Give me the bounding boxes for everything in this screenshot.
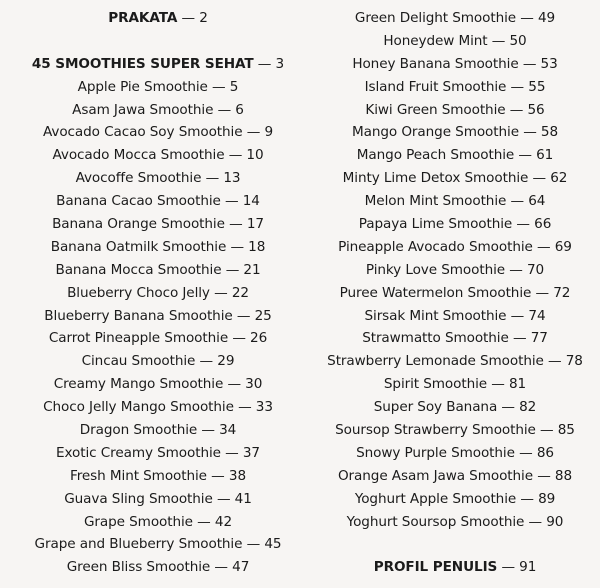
toc-entry xyxy=(12,144,304,167)
toc-entry-title: Soursop Strawberry Smoothie xyxy=(335,422,536,439)
toc-entry-page: 85 xyxy=(557,422,575,439)
toc-entry xyxy=(316,488,594,511)
toc-entry-separator: — xyxy=(518,55,541,72)
toc-entry-page: 25 xyxy=(254,307,272,324)
toc-entry-separator: — xyxy=(213,101,236,118)
toc-entry-page: 22 xyxy=(231,284,249,301)
toc-entry xyxy=(316,259,594,282)
toc-entry-page: 49 xyxy=(538,10,556,26)
toc-entry-separator: — xyxy=(195,353,218,370)
toc-entry-separator: — xyxy=(516,10,538,26)
toc-entry xyxy=(12,350,304,373)
toc-entry xyxy=(12,419,304,442)
toc-entry-page: 61 xyxy=(536,147,554,164)
toc-entry xyxy=(316,282,594,305)
toc-entry-page: 3 xyxy=(275,55,285,72)
toc-entry xyxy=(316,396,594,419)
toc-entry-page: 50 xyxy=(509,32,527,49)
toc-entry-title: Strawmatto Smoothie xyxy=(362,330,509,347)
toc-entry xyxy=(12,190,304,213)
toc-entry xyxy=(316,419,594,442)
toc-entry-prakata xyxy=(12,7,304,30)
toc-entry-title: Spirit Smoothie xyxy=(383,376,488,393)
toc-entry-page: 89 xyxy=(538,490,556,507)
toc-entry-title: Creamy Mango Smoothie xyxy=(53,376,224,393)
toc-entry-separator: — xyxy=(209,284,232,301)
toc-entry xyxy=(12,236,304,259)
toc-entry xyxy=(316,30,594,53)
toc-entry-page: 21 xyxy=(243,261,261,278)
toc-entry-separator: — xyxy=(497,559,520,576)
toc-entry xyxy=(316,213,594,236)
toc-entry-page: 81 xyxy=(508,376,527,393)
toc-entry-title: Avocoffe Smoothie xyxy=(75,170,202,187)
toc-entry-separator: — xyxy=(226,238,249,255)
toc-entry-page: 5 xyxy=(229,78,239,95)
toc-entry xyxy=(12,533,304,556)
toc-entry-page: 86 xyxy=(536,444,554,461)
toc-entry xyxy=(316,373,594,396)
toc-entry-separator: — xyxy=(228,330,251,347)
spacer xyxy=(316,533,594,556)
toc-entry-title: Puree Watermelon Smoothie xyxy=(339,284,532,301)
toc-entry xyxy=(316,190,594,213)
toc-entry-separator: — xyxy=(512,216,535,233)
toc-entry-title: Banana Orange Smoothie xyxy=(52,216,225,233)
toc-entry-title: Guava Sling Smoothie xyxy=(64,490,213,507)
toc-entry xyxy=(12,442,304,465)
toc-entry-separator: — xyxy=(220,193,243,210)
toc-entry-title: Minty Lime Detox Smoothie xyxy=(342,170,529,187)
toc-entry-separator: — xyxy=(197,422,220,439)
toc-entry-page: 77 xyxy=(530,330,548,347)
toc-right-column xyxy=(316,7,594,579)
toc-entry xyxy=(316,465,594,488)
toc-entry xyxy=(316,99,594,122)
toc-entry-title: Mango Peach Smoothie xyxy=(356,147,515,164)
toc-entry-title: Yoghurt Soursop Smoothie xyxy=(346,513,525,530)
toc-entry-separator: — xyxy=(505,101,528,118)
toc-entry xyxy=(12,373,304,396)
toc-entry-title: Blueberry Banana Smoothie xyxy=(44,307,233,324)
toc-entry-page: 74 xyxy=(528,307,546,324)
toc-entry-page: 41 xyxy=(234,490,252,507)
toc-left-column xyxy=(12,7,304,579)
toc-entry-separator: — xyxy=(508,330,531,347)
toc-entry-page: 47 xyxy=(232,559,250,576)
toc-entry-separator: — xyxy=(242,536,265,553)
toc-entry-title: Asam Jawa Smoothie xyxy=(72,101,214,118)
toc-entry-page: 45 xyxy=(264,536,282,553)
toc-entry-title: PRAKATA xyxy=(108,10,178,26)
toc-entry-title: Apple Pie Smoothie xyxy=(77,78,208,95)
toc-entry-title: Pinky Love Smoothie xyxy=(365,261,506,278)
toc-entry-title: Yoghurt Apple Smoothie xyxy=(354,490,517,507)
toc-entry-page: 29 xyxy=(217,353,235,370)
toc-entry-page: 72 xyxy=(553,284,571,301)
toc-entry-separator: — xyxy=(514,147,537,164)
toc-entry-separator: — xyxy=(207,78,230,95)
toc-entry xyxy=(12,76,304,99)
toc-entry-page: 13 xyxy=(223,170,241,187)
toc-entry-title: Fresh Mint Smoothie xyxy=(69,467,207,484)
toc-entry-page: 26 xyxy=(250,330,268,347)
toc-entry-title: Avocado Cacao Soy Smoothie xyxy=(42,124,243,141)
toc-entry-separator: — xyxy=(487,32,510,49)
toc-entry-separator: — xyxy=(531,284,554,301)
toc-entry-title: Pineapple Avocado Smoothie xyxy=(338,238,533,255)
toc-entry-title: Green Delight Smoothie xyxy=(354,10,517,26)
toc-entry-title: Grape Smoothie xyxy=(83,513,193,530)
toc-entry-page: 30 xyxy=(245,376,263,393)
toc-entry-page: 69 xyxy=(554,238,572,255)
toc-entry-page: 17 xyxy=(246,216,264,233)
toc-entry-title: Mango Orange Smoothie xyxy=(351,124,519,141)
toc-entry xyxy=(316,144,594,167)
toc-entry-page: 6 xyxy=(235,101,244,118)
toc-entry-separator: — xyxy=(224,216,247,233)
toc-entry-page: 56 xyxy=(527,101,545,118)
toc-entry-title: Sirsak Mint Smoothie xyxy=(364,307,507,324)
toc-entry-separator: — xyxy=(516,490,539,507)
toc-entry-separator: — xyxy=(532,467,555,484)
toc-entry-title: 45 SMOOTHIES SUPER SEHAT xyxy=(31,55,254,72)
toc-entry-title: Honey Banana Smoothie xyxy=(352,55,519,72)
toc-entry-page: 53 xyxy=(540,55,558,72)
toc-entry-separator: — xyxy=(206,467,229,484)
toc-entry-separator: — xyxy=(506,307,529,324)
toc-entry-separator: — xyxy=(543,353,566,370)
toc-entry-title: Green Bliss Smoothie xyxy=(66,559,211,576)
toc-entry-title: Honeydew Mint xyxy=(383,32,488,49)
toc-entry-separator: — xyxy=(201,170,224,187)
toc-entry-page: 2 xyxy=(199,10,208,26)
toc-entry-separator: — xyxy=(212,490,235,507)
toc-entry xyxy=(316,305,594,328)
toc-entry-title: Papaya Lime Smoothie xyxy=(358,216,513,233)
toc-entry-separator: — xyxy=(506,78,529,95)
toc-entry xyxy=(316,7,594,30)
toc-entry-separator: — xyxy=(220,444,243,461)
spacer xyxy=(12,30,304,53)
toc-entry xyxy=(316,53,594,76)
toc-entry-separator: — xyxy=(210,559,233,576)
toc-entry-page: 33 xyxy=(255,399,273,416)
toc-entry xyxy=(12,213,304,236)
toc-entry-title: PROFIL PENULIS xyxy=(373,559,498,576)
toc-entry-page: 9 xyxy=(264,124,273,141)
toc-entry-page: 90 xyxy=(546,513,564,530)
toc-section-heading xyxy=(12,53,304,76)
toc-entry xyxy=(316,121,594,144)
toc-entry-separator: — xyxy=(505,261,527,278)
toc-entry-page: 58 xyxy=(540,124,559,141)
toc-entry xyxy=(316,442,594,465)
toc-entry xyxy=(316,236,594,259)
toc-entry xyxy=(12,556,304,579)
toc-entry-separator: — xyxy=(233,399,256,416)
toc-entry-separator: — xyxy=(224,147,247,164)
toc-entry-title: Carrot Pineapple Smoothie xyxy=(48,330,229,347)
toc-entry-title: Kiwi Green Smoothie xyxy=(365,101,506,118)
toc-entry xyxy=(316,511,594,534)
toc-entry-title: Super Soy Banana xyxy=(373,399,498,416)
toc-entry-page: 82 xyxy=(519,399,537,416)
toc-entry-separator: — xyxy=(177,10,200,26)
toc-entry-title: Banana Oatmilk Smoothie xyxy=(50,238,227,255)
toc-entry-separator: — xyxy=(221,261,244,278)
toc-entry xyxy=(12,511,304,534)
toc-entry-title: Orange Asam Jawa Smoothie xyxy=(337,467,533,484)
toc-entry-profil-penulis xyxy=(316,556,594,579)
toc-entry xyxy=(316,327,594,350)
toc-entry-separator: — xyxy=(514,444,537,461)
toc-entry-separator: — xyxy=(242,124,265,141)
toc-entry-page: 66 xyxy=(534,216,552,233)
toc-entry xyxy=(12,305,304,328)
toc-entry-title: Dragon Smoothie xyxy=(79,422,198,439)
toc-entry-page: 55 xyxy=(528,78,546,95)
toc-entry xyxy=(12,259,304,282)
toc-entry-separator: — xyxy=(535,422,558,439)
toc-entry-title: Snowy Purple Smoothie xyxy=(356,444,515,461)
toc-entry xyxy=(12,121,304,144)
toc-entry xyxy=(12,167,304,190)
toc-entry-page: 34 xyxy=(219,422,237,439)
toc-entry-separator: — xyxy=(518,124,541,141)
toc-entry-page: 42 xyxy=(214,513,232,530)
toc-entry xyxy=(12,465,304,488)
toc-entry-page: 64 xyxy=(528,193,546,210)
toc-entry-separator: — xyxy=(223,376,246,393)
toc-entry-separator: — xyxy=(232,307,255,324)
toc-entry-title: Blueberry Choco Jelly xyxy=(67,284,210,301)
toc-entry-page: 18 xyxy=(248,238,266,255)
toc-entry-title: Grape and Blueberry Smoothie xyxy=(34,536,243,553)
toc-entry-title: Island Fruit Smoothie xyxy=(364,78,507,95)
toc-entry xyxy=(12,327,304,350)
toc-entry-separator: — xyxy=(528,170,551,187)
toc-entry xyxy=(316,76,594,99)
toc-entry-title: Banana Mocca Smoothie xyxy=(55,261,222,278)
toc-entry-title: Melon Mint Smoothie xyxy=(364,193,507,210)
toc-entry-page: 70 xyxy=(526,261,545,278)
toc-entry xyxy=(12,488,304,511)
toc-entry-page: 10 xyxy=(246,147,264,164)
toc-entry-page: 62 xyxy=(550,170,568,187)
toc-entry-title: Banana Cacao Smoothie xyxy=(56,193,221,210)
toc-entry-separator: — xyxy=(253,55,276,72)
toc-entry xyxy=(12,99,304,122)
toc-entry-page: 91 xyxy=(519,559,537,576)
toc-entry-page: 14 xyxy=(242,193,260,210)
toc-entry-title: Strawberry Lemonade Smoothie xyxy=(327,353,544,370)
toc-entry-title: Exotic Creamy Smoothie xyxy=(56,444,221,461)
toc-entry xyxy=(316,167,594,190)
toc-entry xyxy=(12,396,304,419)
toc-entry-title: Avocado Mocca Smoothie xyxy=(52,147,225,164)
toc-entry-title: Choco Jelly Mango Smoothie xyxy=(43,399,234,416)
toc-entry xyxy=(316,350,594,373)
toc-entry xyxy=(12,282,304,305)
toc-entry-separator: — xyxy=(506,193,529,210)
toc-entry-page: 88 xyxy=(554,467,573,484)
toc-entry-separator: — xyxy=(532,238,555,255)
toc-entry-separator: — xyxy=(192,513,215,530)
toc-entry-page: 78 xyxy=(565,353,583,370)
toc-entry-separator: — xyxy=(487,376,509,393)
toc-entry-page: 37 xyxy=(242,444,260,461)
toc-entry-separator: — xyxy=(524,513,547,530)
toc-entry-separator: — xyxy=(497,399,520,416)
toc-entry-title: Cincau Smoothie xyxy=(81,353,196,370)
toc-entry-page: 38 xyxy=(228,467,246,484)
